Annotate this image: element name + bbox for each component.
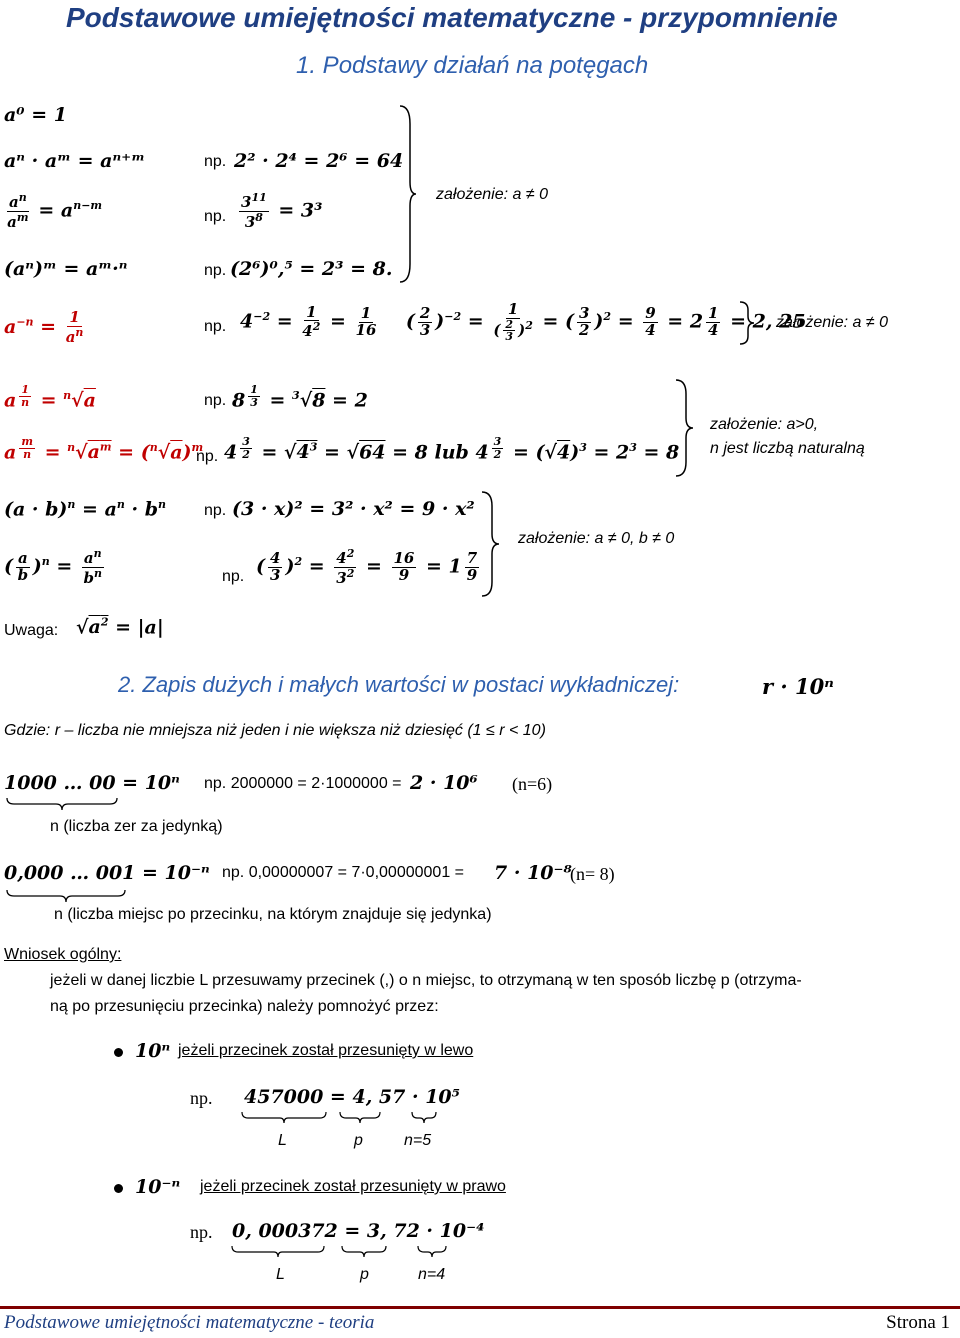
brace-under: [6, 888, 126, 904]
rule-power-of-power: (aⁿ)ᵐ = aᵐ·ⁿ: [4, 258, 128, 280]
section-2-heading: 2. Zapis dużych i małych wartości w postaci wykładniczej:: [118, 672, 680, 697]
example-product-power: (3 · x)² = 3² · x² = 9 · x²: [232, 498, 475, 520]
section-2-formula: r · 10ⁿ: [762, 674, 834, 699]
assumption-root-line2: n jest liczbą naturalną: [710, 440, 865, 457]
small-number-rule: 0,000 … 001 = 10⁻ⁿ: [4, 862, 210, 884]
big-number-result: 2 · 10⁶: [410, 772, 478, 794]
example-power-of-power: (2⁶)⁰,⁵ = 2³ = 8.: [230, 258, 393, 280]
conclusion-label: Wniosek ogólny:: [4, 946, 122, 963]
example-quotient-power: ( $\frac{4}{3}$ )$^2$ = $\frac{4^2}{3^2}$ = $\frac{16}{9}$ = 1 $\frac{7}{9}$: [256, 547, 478, 587]
brace-under-group: [230, 1244, 470, 1260]
example-label: np.: [204, 502, 227, 519]
example-label: np.: [190, 1088, 213, 1108]
rule-negative-exponent: $a^{-n}$ = $\frac{1}{a^n}$: [4, 308, 84, 346]
rule-zero-power: a⁰ = 1: [4, 104, 68, 126]
bullet-left-shift: [114, 1040, 170, 1062]
note-label: Uwaga:: [4, 622, 59, 639]
example-label: np.: [190, 1222, 213, 1242]
bullet-right-shift: [114, 1176, 180, 1198]
example-label: np.: [204, 208, 227, 225]
assumption-root-line1: założenie: a>0,: [710, 416, 819, 433]
page-number: Strona 1: [886, 1312, 950, 1333]
example-multiply-powers: 2² · 2⁴ = 2⁶ = 64: [234, 150, 404, 172]
label-L: L: [278, 1132, 287, 1149]
footer-divider: [0, 1306, 960, 1309]
example-divide-powers: $\frac{3^{11}}{3^8}$ = 3³: [241, 191, 323, 231]
label-L: L: [276, 1266, 285, 1283]
example-divide-powers-result: = 3³: [278, 199, 323, 222]
example-label: np.: [204, 392, 227, 409]
label-p: p: [354, 1132, 363, 1149]
word-lub: lub: [434, 441, 469, 464]
left-shift-formula: 10ⁿ: [135, 1040, 171, 1062]
brace-under-group: [240, 1110, 450, 1126]
label-n: n=4: [418, 1266, 446, 1283]
big-number-example: np. 2000000 = 2·1000000 =: [204, 775, 402, 792]
label-n: n=5: [404, 1132, 432, 1149]
right-shift-formula: 10⁻ⁿ: [135, 1176, 181, 1198]
big-number-brace-label: n (liczba zer za jedynką): [50, 818, 223, 835]
example-label: np.: [196, 448, 219, 465]
big-number-rule: 1000 … 00 = 10ⁿ: [4, 772, 180, 794]
footer-title: Podstawowe umiejętności matematyczne - teoria: [4, 1312, 375, 1333]
brace-right: [674, 378, 696, 478]
small-number-brace-label: n (liczba miejsc po przecinku, na którym znajduje się jedynka): [54, 906, 492, 923]
section-1-heading: 1. Podstawy działań na potęgach: [296, 52, 649, 79]
example-label: np.: [204, 318, 227, 335]
rule-multiply-powers: aⁿ · aᵐ = aⁿ⁺ᵐ: [4, 150, 146, 172]
brace-right: [480, 490, 502, 598]
right-shift-text: jeżeli przecinek został przesunięty w prawo: [200, 1178, 506, 1195]
conclusion-text-line2: ną po przesunięciu przecinka) należy pomnożyć przez:: [50, 998, 439, 1015]
big-number-n: (n=6): [512, 774, 553, 794]
rule-divide-powers: $\frac{a^n}{a^m}$ = $a^{n-m}$: [7, 191, 103, 231]
bullet-icon: [114, 1048, 123, 1057]
label-p: p: [360, 1266, 369, 1283]
note-sqrt-abs: $√a^2 = |a|$: [76, 616, 164, 639]
example-negative-exponent: $4^{-2}$ = $\frac{1}{4^2}$ = $\frac{1}{16}$ ( $\frac{2}{3}$ )$^{-2}$ = 1 ( $\frac{2}{3}$ )$^2$ = ( $\frac{3}{2}$ )$^2$ = $\frac{9}{4}$ = 2 $\frac{1}{4}$ = 2, 25: [240, 300, 806, 344]
rule-fractional-exponent-general: a $^{\frac{m}{n}}$ = $^n√a^m = (^n√a)^m$: [4, 435, 204, 464]
rule-quotient-power: ( $\frac{a}{b}$ )$^n$ = $\frac{a^n}{b^n}$: [4, 547, 102, 587]
bullet-icon: [114, 1184, 123, 1193]
example-label: np.: [204, 153, 227, 170]
brace-right: [398, 104, 418, 284]
example-fractional-root: 8 $^{\frac{1}{3}}$ = $^3$√8 = 2: [232, 383, 368, 412]
definition-r: Gdzie: r – liczba nie mniejsza niż jeden i nie większa niż dziesięć (1 ≤ r < 10): [4, 722, 546, 739]
small-number-example: np. 0,00000007 = 7·0,00000001 =: [222, 864, 464, 881]
brace-right: [738, 300, 756, 346]
example-right-shift: 0, 000372 = 3, 72 · 10⁻⁴: [232, 1220, 485, 1242]
assumption-a-nonzero-negative: założenie: a ≠ 0: [776, 314, 888, 331]
left-shift-text: jeżeli przecinek został przesunięty w lewo: [178, 1042, 474, 1059]
conclusion-text-line1: jeżeli w danej liczbie L przesuwamy przecinek (,) o n miejsc, to otrzymaną w ten sposób liczbę p (otrzyma-: [50, 972, 802, 989]
assumption-a-nonzero: założenie: a ≠ 0: [436, 186, 548, 203]
small-number-result: 7 · 10⁻⁸: [494, 862, 572, 884]
page-title: Podstawowe umiejętności matematyczne - przypomnienie: [66, 2, 838, 33]
rule-product-power: $(a \cdot b)^n = a^n \cdot b^n$: [4, 498, 167, 521]
example-left-shift: 457000 = 4, 57 · 10⁵: [244, 1086, 460, 1108]
example-label: np.: [204, 262, 227, 279]
assumption-a-b-nonzero: założenie: a ≠ 0, b ≠ 0: [518, 530, 675, 547]
example-label: np.: [222, 568, 245, 585]
rule-fractional-exponent-root: a $^{\frac{1}{n}}$ = $^n$√a: [4, 383, 96, 412]
small-number-n: (n= 8): [570, 864, 615, 884]
example-root-result: = 8: [643, 441, 680, 464]
brace-under: [6, 796, 118, 812]
example-fractional-general: 4 $^{\frac{3}{2}}$ = $√4^3 = √64 = 8$ lub 4 $^{\frac{3}{2}}$ = $(√4)^3 = 2^3 = 8$: [224, 435, 680, 464]
